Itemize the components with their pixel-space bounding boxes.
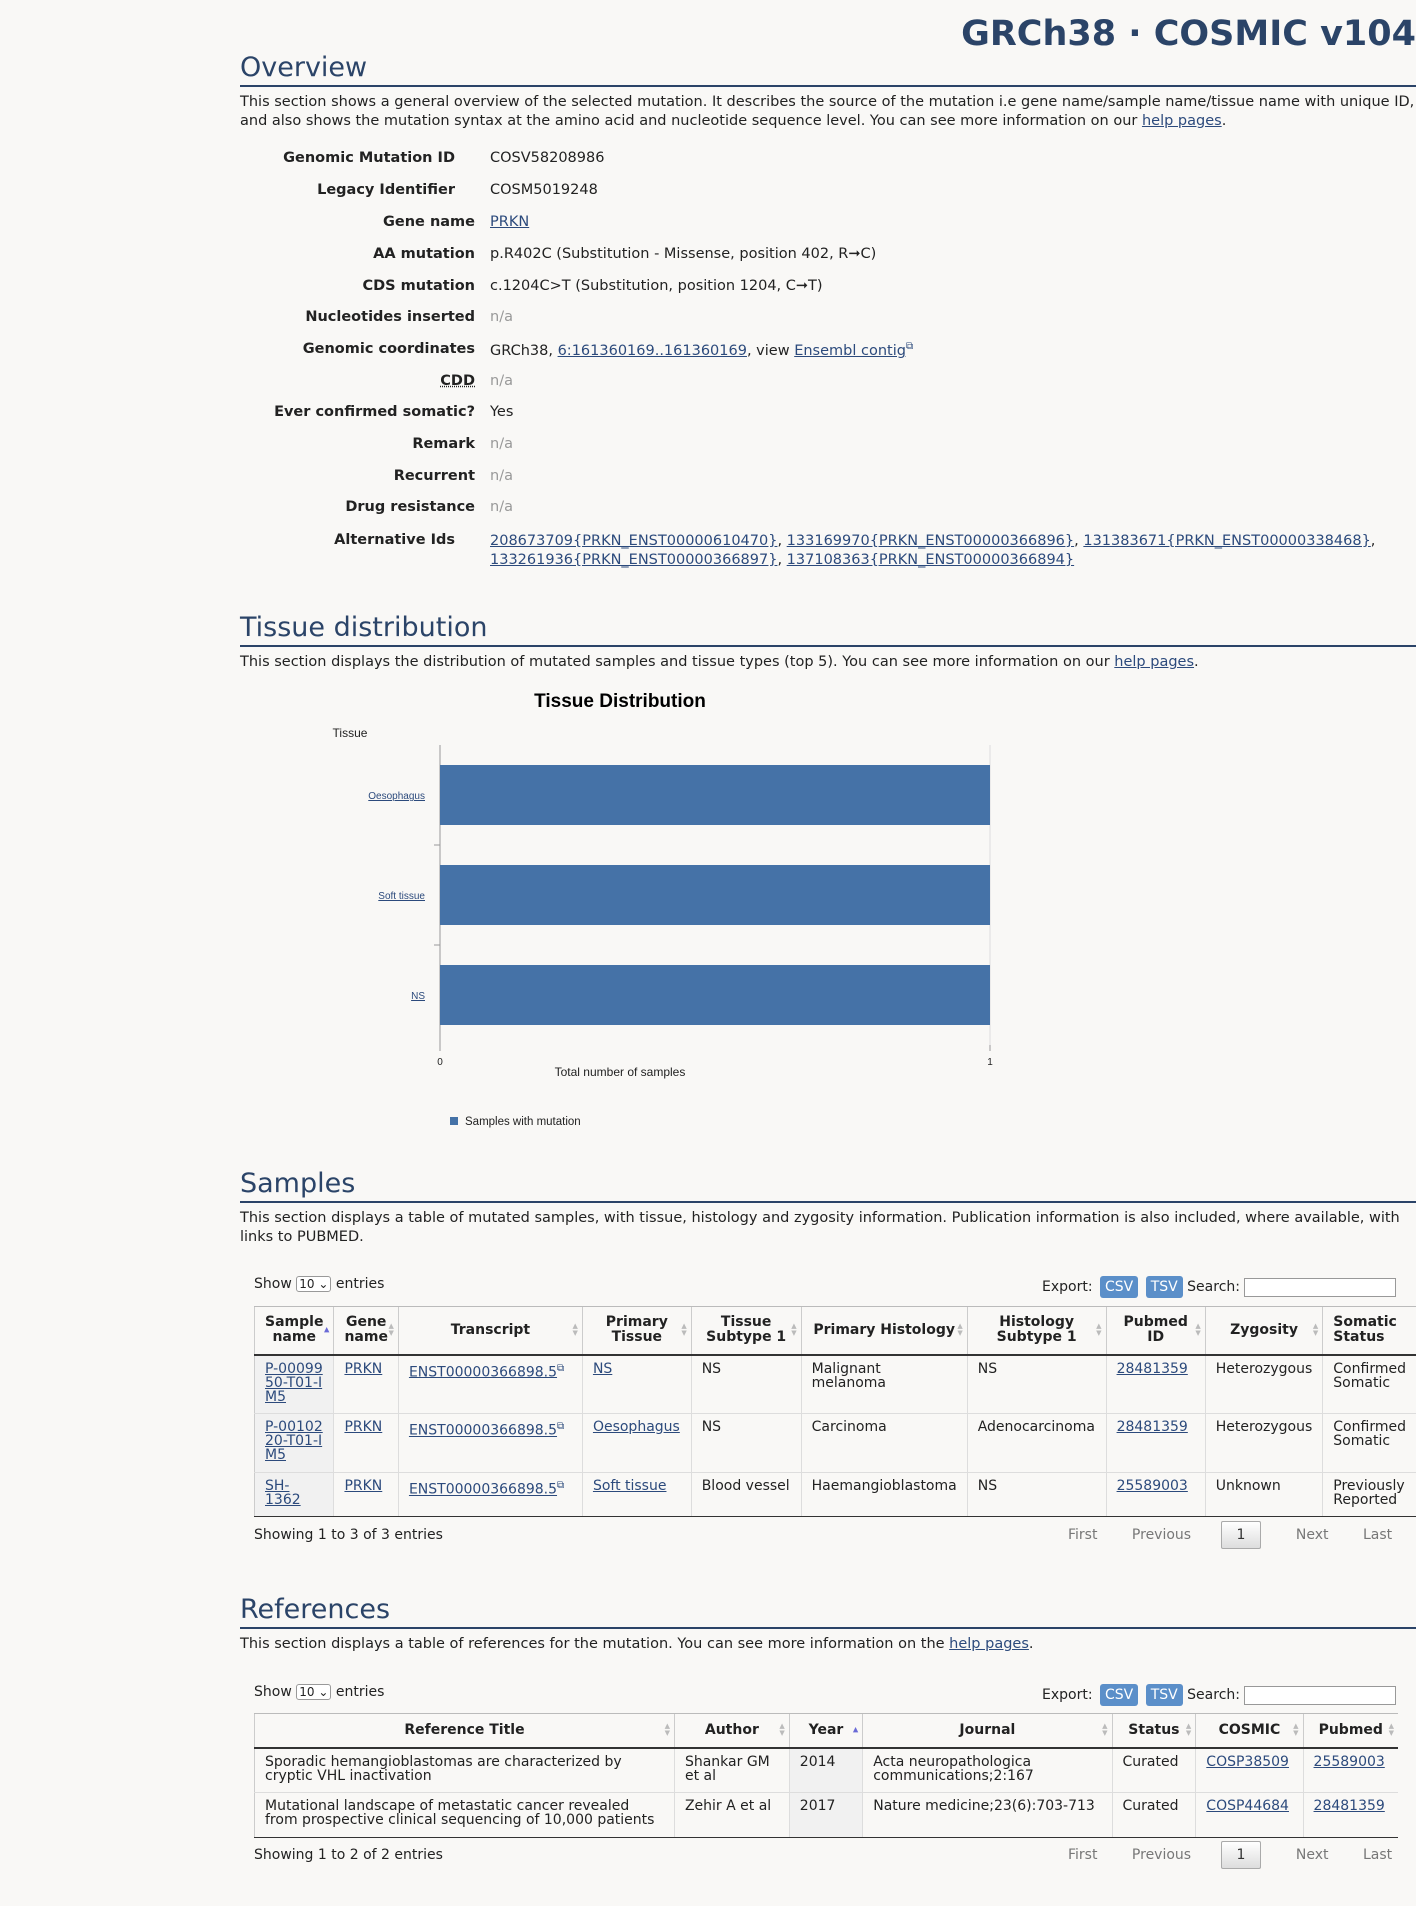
column-header[interactable]: COSMIC ▲ ▼ bbox=[1196, 1714, 1303, 1748]
column-header[interactable]: Status ▲ ▼ bbox=[1112, 1714, 1196, 1748]
sort-icon: ▲ ▼ bbox=[1293, 1722, 1299, 1738]
legend-label[interactable]: Samples with mutation bbox=[465, 1116, 581, 1128]
sample-link[interactable]: P-0010220-T01-IM5 bbox=[265, 1419, 323, 1463]
pubmed-link[interactable]: 25589003 bbox=[1313, 1753, 1385, 1770]
references-table bbox=[254, 1713, 1398, 1838]
column-header[interactable]: Histology Subtype 1 ▲ ▼ bbox=[967, 1307, 1106, 1355]
samples-heading: Samples bbox=[240, 1168, 1416, 1203]
samples-length-control: Show 10 ⌄ entries bbox=[254, 1276, 385, 1292]
gene-link[interactable]: PRKN bbox=[344, 1360, 383, 1377]
transcript-link[interactable]: ENST00000366898.5 bbox=[408, 1364, 558, 1381]
transcript-link[interactable]: ENST00000366898.5 bbox=[408, 1481, 558, 1498]
sort-icon: ▲ ▼ bbox=[791, 1322, 797, 1338]
tissue-link[interactable]: NS bbox=[592, 1360, 613, 1377]
sort-asc-icon: ▲ bbox=[324, 1325, 330, 1334]
sort-icon: ▲ ▼ bbox=[1096, 1322, 1102, 1338]
chart-bar[interactable] bbox=[440, 865, 990, 925]
tissue-description: This section displays the distribution of mutated samples and tissue types (top 5). You can see more information on our help pages. bbox=[240, 654, 1199, 670]
tissue-section bbox=[240, 612, 1416, 672]
samples-search-input[interactable] bbox=[1244, 1278, 1396, 1297]
column-header[interactable]: Author ▲ ▼ bbox=[674, 1714, 789, 1748]
alt-id-link[interactable]: 131383671{PRKN_ENST00000338468} bbox=[1083, 533, 1371, 549]
column-header[interactable]: Year ▲ bbox=[789, 1714, 862, 1748]
sort-icon: ▲ ▼ bbox=[388, 1322, 394, 1338]
references-info: Showing 1 to 2 of 2 entries bbox=[254, 1847, 443, 1863]
column-header[interactable]: Zygosity ▲ ▼ bbox=[1205, 1307, 1323, 1355]
tissue-heading: Tissue distribution bbox=[240, 612, 1416, 647]
overview-section bbox=[240, 52, 1416, 131]
alternative-ids-list: 208673709{PRKN_ENST00000610470}, 133169970{PRKN_ENST00000366896}, 131383671{PRKN_ENST00000338468}, 133261936{PRKN_ENST00000366897}, 137108363{PRKN_ENST00000366894} bbox=[490, 533, 1376, 568]
chart-y-label: Tissue bbox=[332, 726, 368, 740]
samples-section bbox=[240, 1168, 1416, 1247]
sort-asc-icon: ▲ bbox=[852, 1725, 859, 1734]
gene-link[interactable]: PRKN bbox=[344, 1478, 383, 1494]
samples-table bbox=[254, 1306, 1416, 1517]
alt-id-link[interactable]: 133169970{PRKN_ENST00000366896} bbox=[786, 533, 1075, 549]
column-header[interactable]: Sample name ▲ bbox=[255, 1307, 334, 1355]
last-page-button[interactable]: Last bbox=[1363, 1847, 1393, 1863]
alt-id-link[interactable]: 137108363{PRKN_ENST00000366894} bbox=[786, 552, 1075, 568]
references-heading: References bbox=[240, 1594, 1416, 1629]
samples-tsv-button[interactable]: TSV bbox=[1146, 1276, 1183, 1298]
overview-heading: Overview bbox=[240, 52, 1416, 87]
alt-id-link[interactable]: 133261936{PRKN_ENST00000366897} bbox=[490, 552, 778, 568]
references-description: This section displays a table of references for the mutation. You can see more information on the help pages. bbox=[240, 1636, 1034, 1652]
next-page-button[interactable]: Next bbox=[1295, 1847, 1329, 1863]
sort-icon: ▲ ▼ bbox=[779, 1722, 785, 1738]
pubmed-link[interactable]: 28481359 bbox=[1116, 1360, 1188, 1377]
pubmed-link[interactable]: 25589003 bbox=[1116, 1478, 1188, 1494]
table-row: SH-1362 PRKN ENST00000366898.5⧉ Soft tissue Blood vessel Haemangioblastoma NS 25589003 Unknown Previously Reported bbox=[255, 1473, 1416, 1517]
references-tsv-button[interactable]: TSV bbox=[1146, 1684, 1183, 1706]
legend-swatch bbox=[450, 1117, 458, 1125]
column-header[interactable]: Transcript ▲ ▼ bbox=[398, 1307, 582, 1355]
build-banner: GRCh38 · COSMIC v104 bbox=[961, 14, 1416, 54]
overview-description: This section shows a general overview of the selected mutation. It describes the source of the mutation i.e gene name/sample name/tissue name with unique ID, and also shows the mutation syntax at the amino acid and nucleotide sequence level. You can see more information on our help pages. bbox=[240, 94, 1415, 129]
references-export-controls: Export: CSV TSV Search: bbox=[1042, 1684, 1396, 1706]
previous-page-button[interactable]: Previous bbox=[1131, 1847, 1192, 1863]
genomic-coordinates-link[interactable]: 6:161360169..161360169 bbox=[557, 342, 747, 359]
column-header[interactable]: Journal ▲ ▼ bbox=[863, 1714, 1112, 1748]
references-pagination bbox=[1068, 1847, 1392, 1863]
sort-icon: ▲ ▼ bbox=[1195, 1322, 1201, 1338]
table-row: P-0010220-T01-IM5 PRKN ENST00000366898.5⧉ Oesophagus NS Carcinoma Adenocarcinoma 28481359 Heterozygous Confirmed Somatic bbox=[255, 1414, 1416, 1473]
chart-title: Tissue Distribution bbox=[534, 691, 706, 712]
tissue-distribution-chart bbox=[240, 690, 1040, 1140]
sample-link[interactable]: P-0009950-T01-IM5 bbox=[265, 1360, 323, 1405]
overview-help-link[interactable]: help pages bbox=[1141, 113, 1222, 129]
gene-name-link[interactable]: PRKN bbox=[490, 214, 530, 230]
cosmic-study-link[interactable]: COSP38509 bbox=[1206, 1753, 1289, 1770]
sort-icon: ▲ ▼ bbox=[681, 1322, 687, 1338]
samples-export-controls: Export: CSV TSV Search: bbox=[1042, 1276, 1396, 1298]
tissue-link[interactable]: Oesophagus bbox=[592, 1419, 680, 1435]
column-header[interactable]: Pubmed ID ▲ ▼ bbox=[1106, 1307, 1205, 1355]
transcript-link[interactable]: ENST00000366898.5 bbox=[408, 1422, 558, 1439]
references-search-input[interactable] bbox=[1244, 1686, 1396, 1705]
alt-id-link[interactable]: 208673709{PRKN_ENST00000610470} bbox=[490, 533, 778, 549]
samples-pagination bbox=[1068, 1527, 1392, 1543]
column-header[interactable]: Reference Title ▲ ▼ bbox=[255, 1714, 675, 1748]
external-link-icon: ⧉ bbox=[905, 341, 914, 352]
previous-page-button[interactable]: Previous bbox=[1131, 1527, 1192, 1543]
column-header[interactable]: Somatic Status bbox=[1323, 1307, 1416, 1355]
sample-link[interactable]: SH-1362 bbox=[265, 1478, 301, 1508]
external-link-icon: ⧉ bbox=[557, 1480, 565, 1491]
table-row: Sporadic hemangioblastomas are characterized by cryptic VHL inactivation Shankar GM et al 2014 Acta neuropathologica communications;2:167 Curated COSP38509 25589003 bbox=[255, 1748, 1399, 1793]
references-help-link[interactable]: help pages bbox=[949, 1636, 1029, 1652]
chart-bar[interactable] bbox=[440, 765, 990, 825]
column-header[interactable]: Primary Tissue ▲ ▼ bbox=[582, 1307, 691, 1355]
chart-category-label[interactable]: Soft tissue bbox=[378, 891, 425, 902]
chart-category-label[interactable]: Oesophagus bbox=[368, 791, 425, 802]
last-page-button[interactable]: Last bbox=[1363, 1527, 1393, 1543]
sort-icon: ▲ ▼ bbox=[1388, 1722, 1394, 1738]
page-1-button[interactable]: 1 bbox=[1221, 1841, 1262, 1869]
external-link-icon: ⧉ bbox=[557, 1421, 565, 1432]
sort-icon: ▲ ▼ bbox=[1185, 1722, 1192, 1738]
sort-icon: ▲ ▼ bbox=[572, 1322, 578, 1338]
chart-svg bbox=[240, 690, 1040, 1140]
pubmed-link[interactable]: 28481359 bbox=[1313, 1798, 1385, 1814]
column-header[interactable]: Pubmed ▲ ▼ bbox=[1303, 1714, 1398, 1748]
column-header[interactable]: Tissue Subtype 1 ▲ ▼ bbox=[691, 1307, 801, 1355]
samples-description: This section displays a table of mutated samples, with tissue, histology and zygosity information. Publication information is also included, where available, with links to PUBMED. bbox=[240, 1210, 1400, 1245]
first-page-button[interactable]: First bbox=[1068, 1847, 1098, 1863]
chart-x-tick-label: 0 bbox=[437, 1057, 443, 1068]
page-1-button[interactable]: 1 bbox=[1221, 1521, 1262, 1549]
sort-icon: ▲ ▼ bbox=[1102, 1722, 1108, 1738]
table-row: Mutational landscape of metastatic cancer revealed from prospective clinical sequencing of 10,000 patients Zehir A et al 2017 Nature medicine;23(6):703-713 Curated COSP44684 28481359 bbox=[255, 1793, 1399, 1838]
external-link-icon: ⧉ bbox=[557, 1362, 565, 1374]
references-length-control: Show 10 ⌄ entries bbox=[254, 1684, 385, 1700]
sort-icon: ▲ ▼ bbox=[1312, 1322, 1319, 1338]
chart-category-label[interactable]: NS bbox=[411, 991, 425, 1002]
pubmed-link[interactable]: 28481359 bbox=[1116, 1419, 1188, 1435]
references-page-size-select[interactable]: 10 ⌄ bbox=[296, 1684, 331, 1700]
samples-csv-button[interactable]: CSV bbox=[1100, 1276, 1138, 1298]
next-page-button[interactable]: Next bbox=[1295, 1527, 1329, 1543]
references-section bbox=[240, 1594, 1416, 1654]
tissue-link[interactable]: Soft tissue bbox=[592, 1478, 667, 1494]
cosmic-study-link[interactable]: COSP44684 bbox=[1206, 1798, 1289, 1814]
tissue-help-link[interactable]: help pages bbox=[1114, 654, 1195, 670]
references-csv-button[interactable]: CSV bbox=[1100, 1684, 1138, 1706]
sort-icon: ▲ ▼ bbox=[957, 1322, 963, 1338]
gene-link[interactable]: PRKN bbox=[344, 1419, 383, 1435]
first-page-button[interactable]: First bbox=[1068, 1527, 1098, 1543]
chart-x-tick-label: 1 bbox=[987, 1057, 993, 1068]
samples-page-size-select[interactable]: 10 ⌄ bbox=[296, 1276, 331, 1292]
column-header[interactable]: Gene name ▲ ▼ bbox=[334, 1307, 399, 1355]
chart-bar[interactable] bbox=[440, 965, 990, 1025]
chart-x-label: Total number of samples bbox=[554, 1065, 686, 1079]
table-row: P-0009950-T01-IM5 PRKN ENST00000366898.5⧉ NS NS Malignant melanoma NS 28481359 Heterozygous Confirmed Somatic bbox=[255, 1355, 1416, 1414]
ensembl-contig-link[interactable]: Ensembl contig bbox=[794, 342, 906, 359]
samples-info: Showing 1 to 3 of 3 entries bbox=[254, 1527, 443, 1543]
column-header[interactable]: Primary Histology ▲ ▼ bbox=[801, 1307, 967, 1355]
sort-icon: ▲ ▼ bbox=[664, 1722, 670, 1738]
